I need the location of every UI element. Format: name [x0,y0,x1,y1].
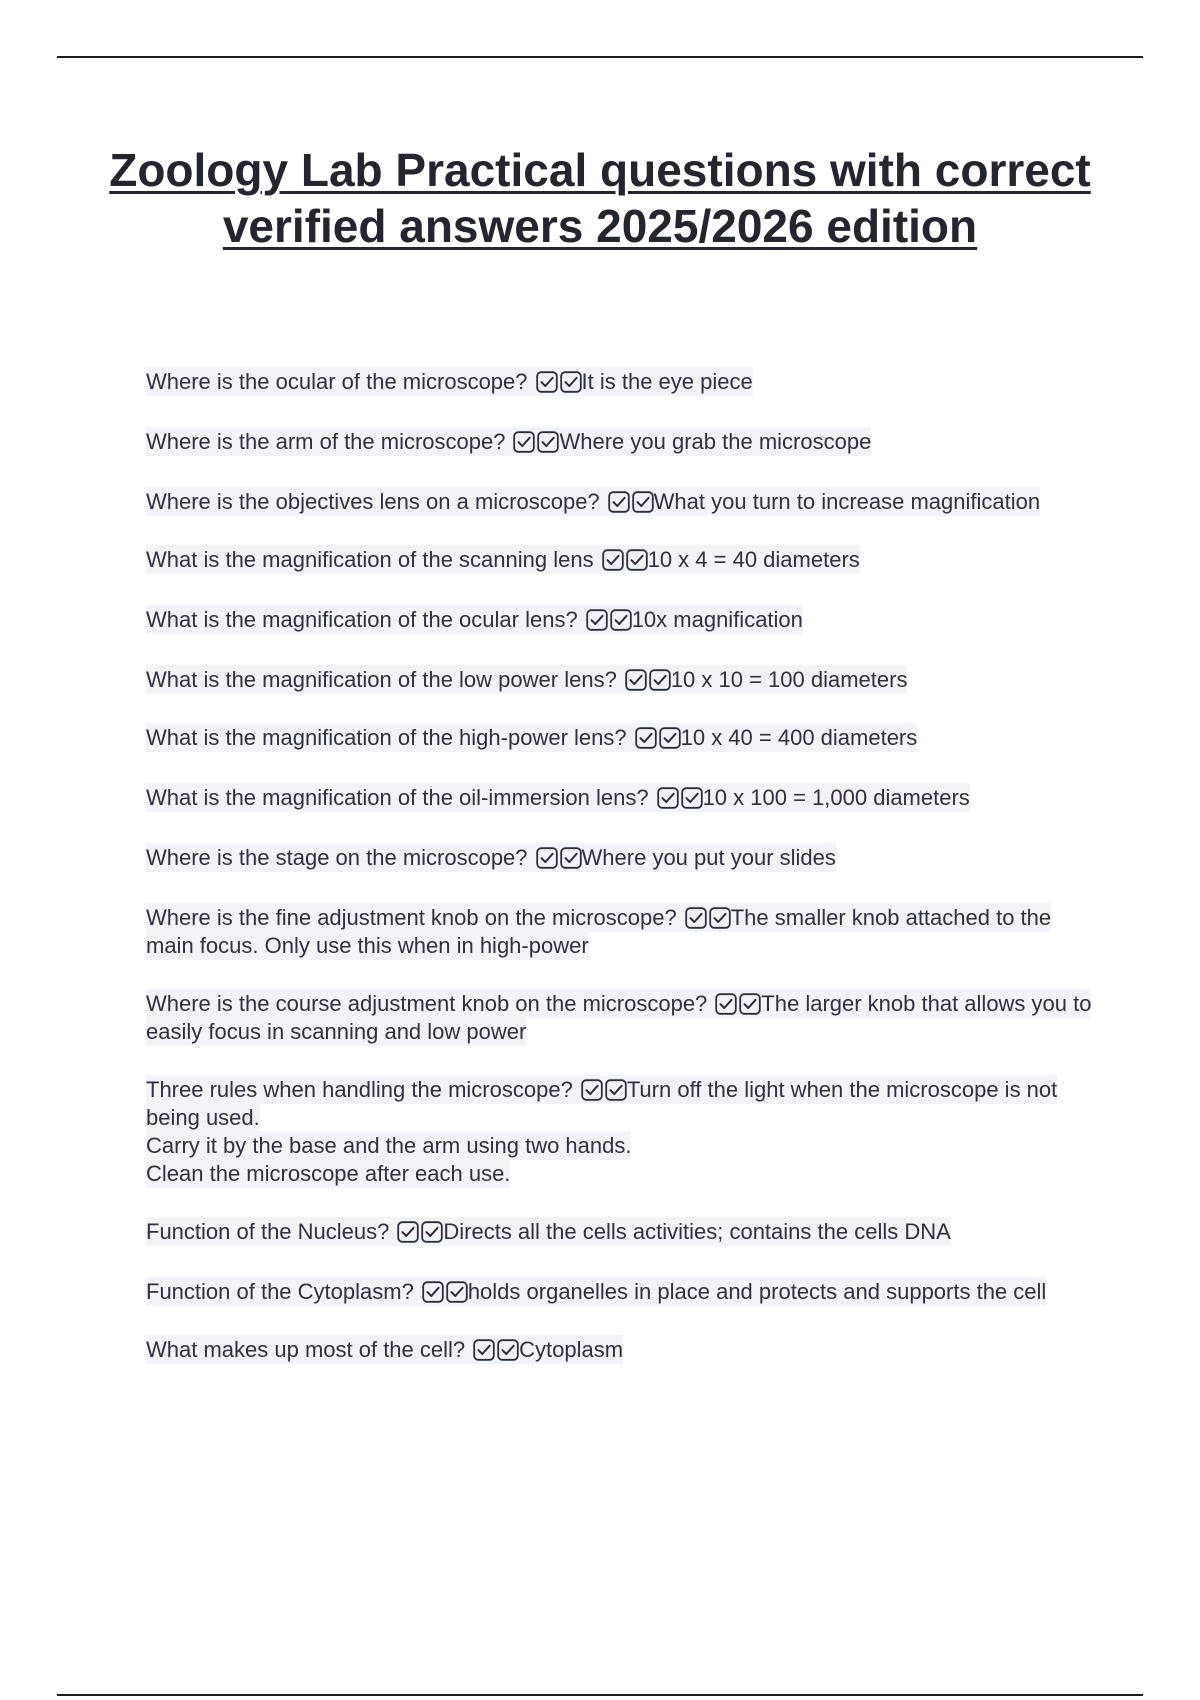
question-text: What makes up most of the cell? [146,1337,466,1362]
check-box-icon [739,993,761,1015]
qa-text [146,1335,623,1364]
check-box-icon [625,669,647,691]
check-box-icon [586,609,608,631]
qa-text [146,427,871,456]
answer-text: Turn off the light when the microscope is not being used. Carry it by the base and the arm using two hands. Clean the microscope after each use. [146,1077,1058,1186]
answer-text: Cytoplasm [519,1337,624,1362]
question-text: Three rules when handling the microscope? [146,1077,573,1102]
check-box-icon [497,1339,519,1361]
qa-text [146,1075,1057,1188]
answer-text: The larger knob that allows you to easily focus in scanning and low power [146,991,1092,1044]
check-box-icon [397,1221,419,1243]
question-text: Function of the Nucleus? [146,1219,390,1244]
check-box-icon [657,787,679,809]
answer-text: It is the eye piece [581,369,753,394]
check-box-icon [632,491,654,513]
qa-text [146,545,860,574]
qa-text [146,487,1040,516]
check-box-icon [610,609,632,631]
answer-text: holds organelles in place and protects and supports the cell [467,1279,1047,1304]
question-text: Where is the ocular of the microscope? [146,369,528,394]
question-text: Where is the stage on the microscope? [146,845,528,870]
answer-text: Directs all the cells activities; contains the cells DNA [443,1219,951,1244]
question-text: Where is the objectives lens on a microscope? [146,489,600,514]
qa-item [146,1218,1096,1246]
question-text: What is the magnification of the oil-immersion lens? [146,785,649,810]
qa-item [146,904,1096,960]
question-text: What is the magnification of the scanning lens [146,547,594,572]
answer-text: 10 x 40 = 400 diameters [680,725,918,750]
answer-text: 10 x 10 = 100 diameters [670,667,908,692]
answer-text: 10x magnification [631,607,803,632]
page-title: Zoology Lab Practical questions with correct verified answers 2025/2026 edition [109,144,1091,252]
qa-item [146,1336,1096,1364]
qa-item [146,990,1096,1046]
check-box-icon [626,549,648,571]
qa-text [146,989,1091,1046]
check-box-icon [681,787,703,809]
qa-text [146,723,917,752]
check-box-icon [473,1339,495,1361]
check-box-icon [608,491,630,513]
question-text: Where is the arm of the microscope? [146,429,506,454]
qa-text [146,1277,1046,1306]
question-text: Where is the course adjustment knob on the microscope? [146,991,708,1016]
check-box-icon [685,907,707,929]
question-text: What is the magnification of the high-power lens? [146,725,627,750]
qa-text [146,367,753,396]
check-box-icon [605,1079,627,1101]
check-box-icon [422,1281,444,1303]
qa-text [146,783,970,812]
qa-text [146,605,803,634]
qa-item [146,1278,1096,1306]
check-box-icon [635,727,657,749]
qa-item [146,844,1096,872]
answer-text: Where you grab the microscope [559,429,872,454]
check-box-icon [560,371,582,393]
qa-item [146,546,1096,574]
qa-text [146,843,836,872]
answer-text: What you turn to increase magnification [653,489,1041,514]
qa-item [146,606,1096,634]
question-text: Where is the fine adjustment knob on the microscope? [146,905,677,930]
question-text: Function of the Cytoplasm? [146,1279,414,1304]
answer-text: Where you put your slides [581,845,836,870]
qa-item [146,428,1096,456]
qa-text [146,903,1051,960]
bottom-rule [57,1694,1143,1696]
answer-text: 10 x 100 = 1,000 diameters [702,785,970,810]
check-box-icon [560,847,582,869]
check-box-icon [446,1281,468,1303]
check-box-icon [602,549,624,571]
check-box-icon [536,847,558,869]
check-box-icon [709,907,731,929]
check-box-icon [537,431,559,453]
qa-text [146,1217,951,1246]
question-text: What is the magnification of the low power lens? [146,667,617,692]
qa-item [146,724,1096,752]
qa-item [146,488,1096,516]
question-text: What is the magnification of the ocular lens? [146,607,578,632]
answer-text: The smaller knob attached to the main focus. Only use this when in high-power [146,905,1052,958]
answer-text: 10 x 4 = 40 diameters [647,547,860,572]
check-box-icon [536,371,558,393]
check-box-icon [513,431,535,453]
top-rule [57,56,1143,58]
check-box-icon [659,727,681,749]
qa-text [146,665,907,694]
qa-list [146,368,1096,1364]
qa-item [146,1076,1096,1188]
qa-item [146,666,1096,694]
check-box-icon [581,1079,603,1101]
check-box-icon [421,1221,443,1243]
qa-item [146,784,1096,812]
check-box-icon [649,669,671,691]
check-box-icon [715,993,737,1015]
qa-item [146,368,1096,396]
